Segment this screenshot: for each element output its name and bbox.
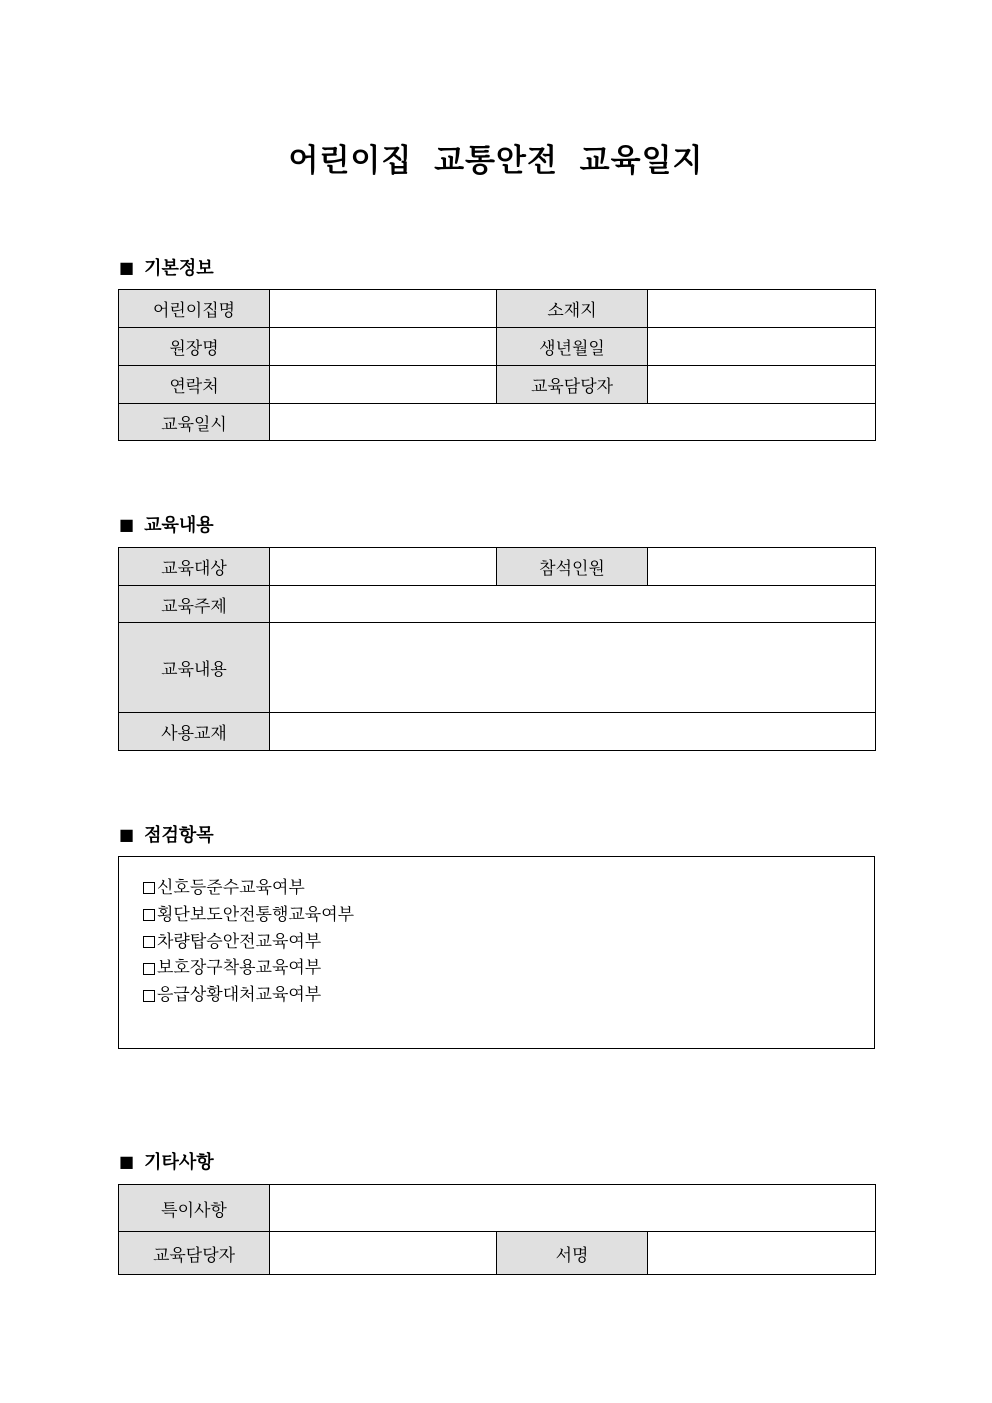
- birth-date-label: 생년월일: [497, 328, 648, 366]
- section-heading-education-content: [119, 511, 214, 537]
- notes-label: 특이사항: [119, 1185, 270, 1232]
- topic-field[interactable]: [270, 586, 876, 623]
- topic-label: 교육주제: [119, 586, 270, 623]
- checkbox-icon[interactable]: [143, 909, 155, 921]
- signature-field[interactable]: [648, 1232, 876, 1275]
- director-name-label: 원장명: [119, 328, 270, 366]
- content-field[interactable]: [270, 623, 876, 713]
- contact-label: 연락처: [119, 366, 270, 404]
- education-content-table: [118, 547, 876, 751]
- section-title: 기타사항: [144, 1152, 214, 1173]
- section-heading-basic-info: [119, 254, 214, 280]
- location-field[interactable]: [648, 290, 876, 328]
- checkbox-icon[interactable]: [143, 963, 155, 975]
- section-title: 교육내용: [144, 515, 214, 536]
- checklist-item[interactable]: [143, 875, 354, 902]
- signature-label: 서명: [497, 1232, 648, 1275]
- checklist-box: [118, 856, 875, 1049]
- notes-field[interactable]: [270, 1185, 876, 1232]
- checkbox-icon[interactable]: [143, 936, 155, 948]
- education-manager-field[interactable]: [648, 366, 876, 404]
- other-table: [118, 1184, 876, 1275]
- birth-date-field[interactable]: [648, 328, 876, 366]
- education-manager-label: 교육담당자: [119, 1232, 270, 1275]
- square-bullet-icon: ■: [119, 257, 135, 277]
- section-title: 기본정보: [144, 258, 214, 279]
- checklist: [143, 875, 354, 1009]
- director-name-field[interactable]: [270, 328, 497, 366]
- attendees-field[interactable]: [648, 548, 876, 586]
- checklist-item-label: 횡단보도안전통행교육여부: [157, 904, 355, 925]
- location-label: 소재지: [497, 290, 648, 328]
- checkbox-icon[interactable]: [143, 882, 155, 894]
- education-manager-field[interactable]: [270, 1232, 497, 1275]
- section-heading-checklist: [119, 821, 214, 847]
- section-title: 점검항목: [144, 825, 214, 846]
- checklist-item[interactable]: [143, 902, 354, 929]
- education-datetime-field[interactable]: [270, 404, 876, 441]
- target-label: 교육대상: [119, 548, 270, 586]
- section-heading-other: [119, 1148, 214, 1174]
- checkbox-icon[interactable]: [143, 990, 155, 1002]
- checklist-item-label: 차량탑승안전교육여부: [157, 931, 322, 952]
- materials-field[interactable]: [270, 713, 876, 751]
- contact-field[interactable]: [270, 366, 497, 404]
- education-manager-label: 교육담당자: [497, 366, 648, 404]
- education-datetime-label: 교육일시: [119, 404, 270, 441]
- checklist-item-label: 신호등준수교육여부: [157, 878, 305, 898]
- target-field[interactable]: [270, 548, 497, 586]
- checklist-item-label: 응급상황대처교육여부: [157, 985, 322, 1006]
- attendees-label: 참석인원: [497, 548, 648, 586]
- checklist-item[interactable]: [143, 982, 354, 1009]
- basic-info-table: [118, 289, 876, 441]
- daycare-name-label: 어린이집명: [119, 290, 270, 328]
- square-bullet-icon: ■: [119, 514, 135, 534]
- square-bullet-icon: ■: [119, 1151, 135, 1171]
- checklist-item-label: 보호장구착용교육여부: [157, 958, 322, 979]
- checklist-item[interactable]: [143, 929, 354, 956]
- document-title: 어린이집 교통안전 교육일지: [288, 143, 704, 179]
- checklist-item[interactable]: [143, 955, 354, 982]
- square-bullet-icon: ■: [119, 824, 135, 844]
- content-label: 교육내용: [119, 623, 270, 713]
- materials-label: 사용교재: [119, 713, 270, 751]
- daycare-name-field[interactable]: [270, 290, 497, 328]
